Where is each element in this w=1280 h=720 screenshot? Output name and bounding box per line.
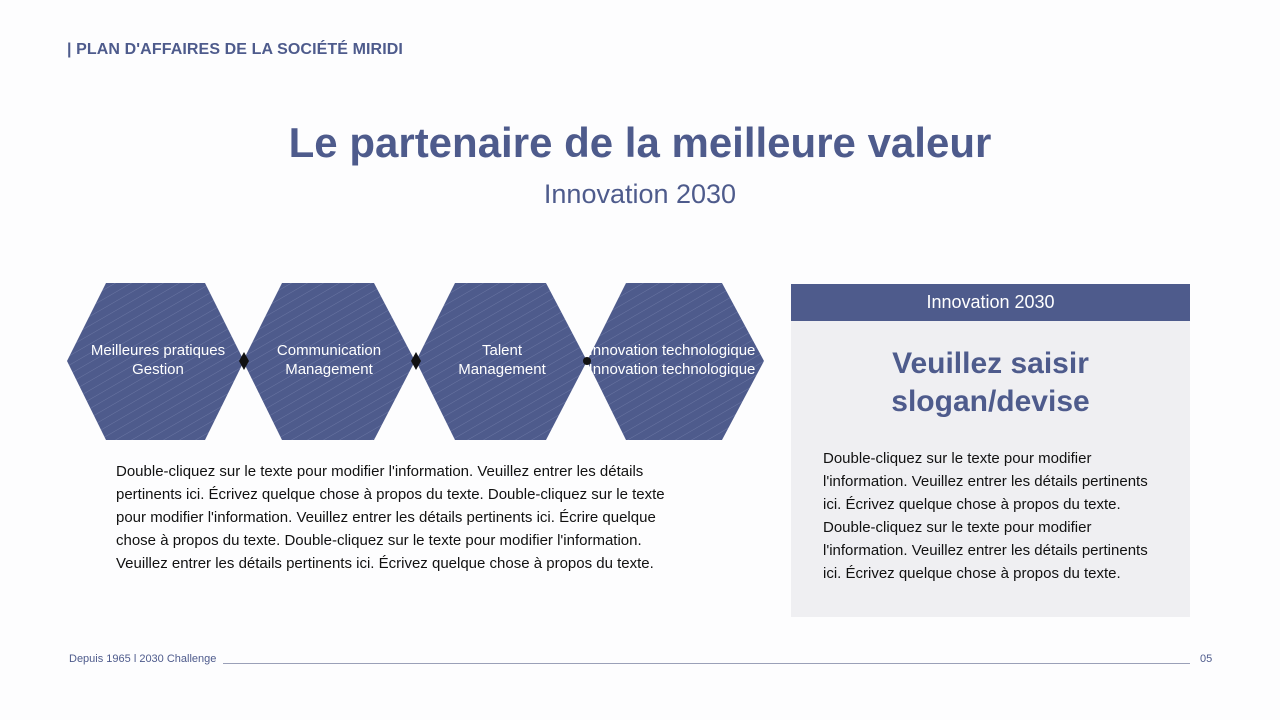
hexagon-label-1-text: Meilleures pratiques Gestion (90, 342, 226, 378)
footer-divider (223, 663, 1190, 664)
hexagon-label-1 (67, 341, 249, 379)
panel-slogan[interactable]: Veuillez saisir slogan/devise (891, 347, 1090, 418)
footer-caption: Depuis 1965 l 2030 Challenge (69, 653, 217, 665)
hexagon-label-4 (581, 341, 763, 379)
page-title: Le partenaire de la meilleure valeur (288, 119, 992, 166)
hexagon-label-3-text: Talent Management (458, 342, 546, 378)
hexagon-label-2-text: Communication Management (276, 342, 382, 378)
info-panel (791, 284, 1190, 617)
hexagon-label-4-text: Innovation technologique Innovation technologique (588, 342, 756, 378)
header-kicker: | PLAN D'AFFAIRES DE LA SOCIÉTÉ MIRIDI (67, 41, 403, 58)
hexagon-label-3 (411, 341, 593, 379)
page-number: 05 (1200, 653, 1213, 665)
hexagon-label-2 (238, 341, 420, 379)
body-text[interactable]: Double-cliquez sur le texte pour modifier l'information. Veuillez entrer les détails pertinents ici. Écrivez quelque chose à propos du texte. Double-cliquez sur le texte pour modifier l'information. Veuillez entrer les détails pertinents ici. Écrire quelque chose à propos du texte. Double-cliquez sur le texte pour modifier l'information. Veuillez entrer les détails pertinents ici. Écrivez quelque chose à propos du texte. (116, 463, 665, 572)
panel-body-text[interactable]: Double-cliquez sur le texte pour modifier l'information. Veuillez entrer les détails pertinents ici. Écrivez quelque chose à propos du texte. Double-cliquez sur le texte pour modifier l'information. Veuillez entrer les détails pertinents ici. Écrivez quelque chose à propos du texte. (823, 450, 1148, 582)
hexagon-process (67, 283, 767, 440)
panel-header: Innovation 2030 (791, 284, 1190, 321)
page-subtitle: Innovation 2030 (543, 179, 737, 209)
